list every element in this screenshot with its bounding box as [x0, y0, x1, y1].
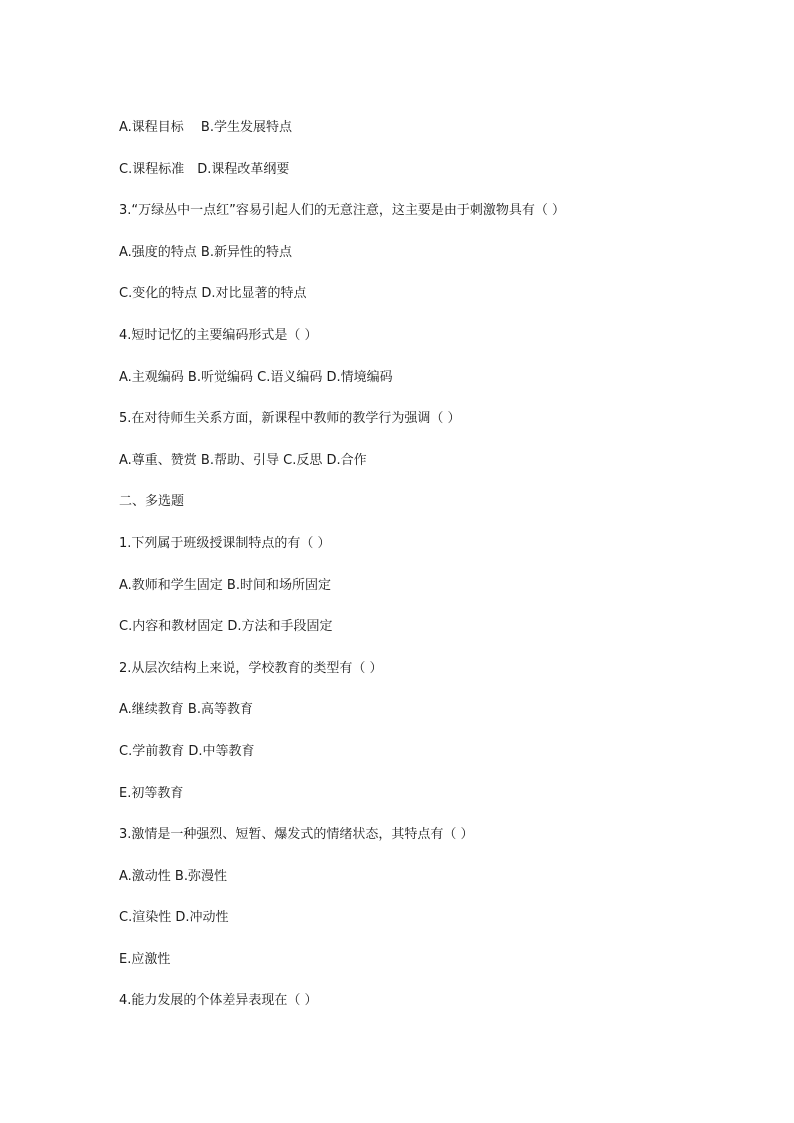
mc-question-3: 3.激情是一种强烈、短暂、爆发式的情绪状态，其特点有（ ）: [119, 827, 474, 843]
question-3-options-cd: C.变化的特点 D.对比显著的特点: [119, 286, 307, 302]
question-5: 5.在对待师生关系方面，新课程中教师的教学行为强调（ ）: [119, 411, 461, 427]
mc-question-2-options-cd: C.学前教育 D.中等教育: [119, 743, 255, 759]
options-line-1: A.课程目标 B.学生发展特点: [119, 120, 292, 135]
question-4-options: A.主观编码 B.听觉编码 C.语义编码 D.情境编码: [119, 369, 393, 385]
question-3: 3.“万绿丛中一点红”容易引起人们的无意注意，这主要是由于刺激物具有（ ）: [119, 203, 566, 219]
document-body: [119, 116, 739, 1031]
section-heading-multiple-choice: 二、多选题: [119, 494, 185, 510]
mc-question-2-option-e: E.初等教育: [119, 785, 184, 801]
mc-question-3-options-cd: C.渲染性 D.冲动性: [119, 910, 229, 926]
mc-question-3-options-ab: A.激动性 B.弥漫性: [119, 868, 227, 884]
mc-question-4: 4.能力发展的个体差异表现在（ ）: [119, 993, 318, 1009]
mc-question-2: 2.从层次结构上来说，学校教育的类型有（ ）: [119, 660, 383, 676]
options-line-2: C.课程标准 D.课程改革纲要: [119, 161, 290, 177]
mc-question-1-options-ab: A.教师和学生固定 B.时间和场所固定: [119, 577, 331, 593]
question-3-options-ab: A.强度的特点 B.新异性的特点: [119, 244, 292, 260]
mc-question-3-option-e: E.应激性: [119, 951, 171, 967]
question-4: 4.短时记忆的主要编码形式是（ ）: [119, 327, 318, 343]
mc-question-1-options-cd: C.内容和教材固定 D.方法和手段固定: [119, 619, 333, 635]
mc-question-2-options-ab: A.继续教育 B.高等教育: [119, 702, 253, 718]
question-5-options: A.尊重、赞赏 B.帮助、引导 C.反思 D.合作: [119, 452, 367, 468]
mc-question-1: 1.下列属于班级授课制特点的有（ ）: [119, 535, 331, 551]
